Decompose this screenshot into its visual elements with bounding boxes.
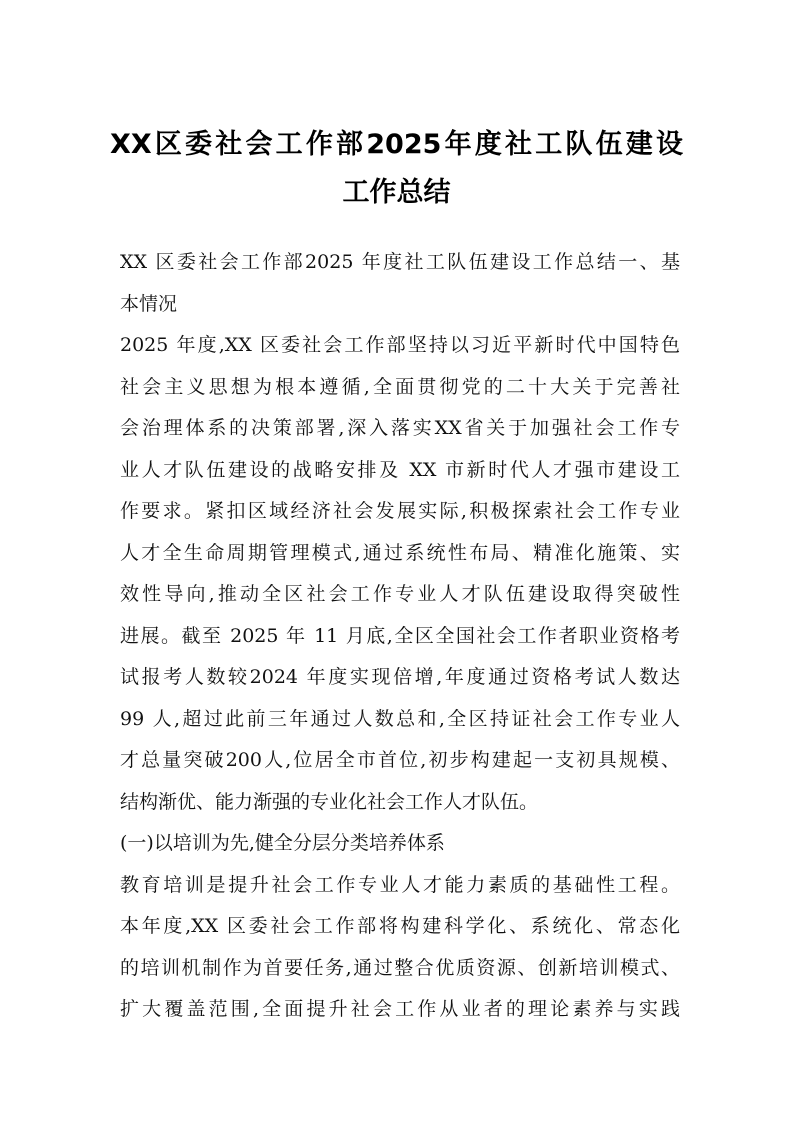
body-text-line: XX 区委社会工作部2025 年度社工队伍建设工作总结一、基 [120,251,680,273]
body-text-line: 进展。截至 2025 年 11 月底,全区全国社会工作者职业资格考 [120,624,680,647]
body-text-line: 作要求。紧扣区域经济社会发展实际,积极探索社会工作专业 [120,500,680,522]
document-body [120,242,680,1031]
body-text-line: 2025 年度,XX 区委社会工作部坚持以习近平新时代中国特色 [120,334,680,356]
body-text-line: 试报考人数较2024 年度实现倍增,年度通过资格考试人数达 [120,666,680,688]
body-text-line: 的培训机制作为首要任务,通过整合优质资源、创新培训模式、 [120,956,680,979]
body-text-line: 才总量突破200人,位居全市首位,初步构建起一支初具规模、 [120,749,680,771]
body-text-line: 会治理体系的决策部署,深入落实XX省关于加强社会工作专 [120,417,680,439]
body-text-line: 扩大覆盖范围,全面提升社会工作从业者的理论素养与实践 [120,998,680,1020]
body-text-line: 效性导向,推动全区社会工作专业人才队伍建设取得突破性 [120,583,680,605]
body-text-line: 本年度,XX 区委社会工作部将构建科学化、系统化、常态化 [120,915,680,937]
body-text-line: 人才全生命周期管理模式,通过系统性布局、精准化施策、实 [120,541,680,564]
body-text-line: 教育培训是提升社会工作专业人才能力素质的基础性工程。 [120,873,680,896]
document-title-line-1: XX区委社会工作部2025年度社工队伍建设 [110,129,683,160]
body-text-line: (一)以培训为先,健全分层分类培养体系 [120,832,445,854]
body-text-line: 结构渐优、能力渐强的专业化社会工作人才队伍。 [120,790,539,813]
body-text-line: 社会主义思想为根本遵循,全面贯彻党的二十大关于完善社 [120,375,680,398]
body-text-line: 业人才队伍建设的战略安排及 XX 市新时代人才强市建设工 [120,458,680,481]
document-title-line-2: 工作总结 [342,177,451,208]
body-text-line: 本情况 [120,292,178,315]
body-text-line: 99 人,超过此前三年通过人数总和,全区持证社会工作专业人 [120,707,680,730]
